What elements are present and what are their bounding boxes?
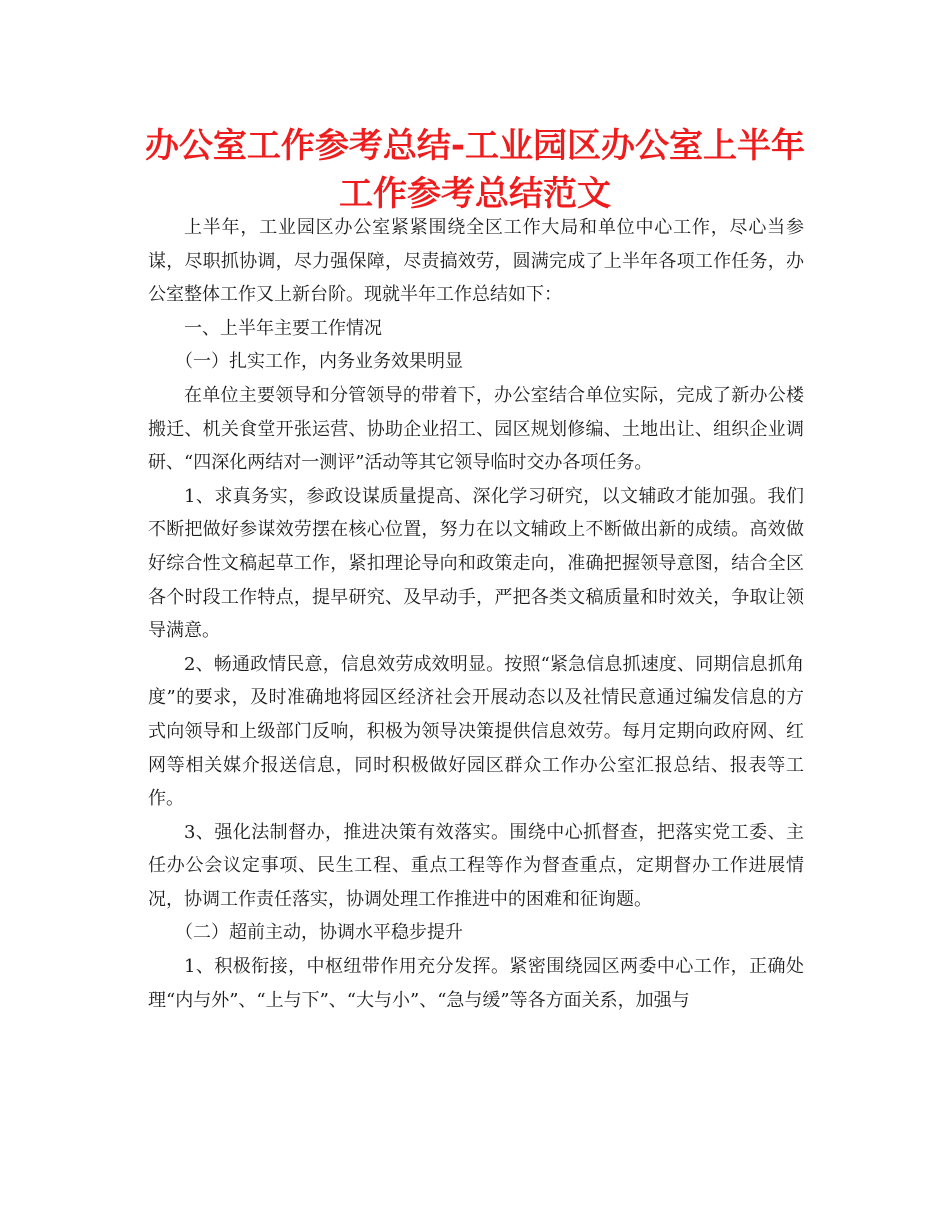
body-paragraph: 1、求真务实，参政设谋质量提高、深化学习研究，以文辅政才能加强。我们不断把做好参谋效劳摆在核心位置，努力在以文辅政上不断做出新的成绩。高效做好综合性文稿起草工作，紧扣理论导向和政策走向，准确把握领导意图，结合全区各个时段工作特点，提早研究、及早动手，严把各类文稿质量和时效关，争取让领导满意。 xyxy=(148,485,804,642)
section-heading-1: 一、上半年主要工作情况 xyxy=(184,317,382,339)
document-body xyxy=(148,211,804,1017)
body-paragraph: 2、畅通政情民意，信息效劳成效明显。按照“紧急信息抓速度、同期信息抓角度”的要求，及时准确地将园区经济社会开展动态以及社情民意通过编发信息的方式向领导和上级部门反响，积极为领导决策提供信息效劳。每月定期向政府网、红网等相关媒介报送信息，同时积极做好园区群众工作办公室汇报总结、报表等工作。 xyxy=(148,653,804,810)
body-paragraph: 3、强化法制督办，推进决策有效落实。围绕中心抓督查，把落实党工委、主任办公会议定事项、民生工程、重点工程等作为督查重点，定期督办工作进展情况，协调工作责任落实，协调处理工作推进中的困难和征询题。 xyxy=(148,821,804,910)
document-title: 办公室工作参考总结-工业园区办公室上半年工作参考总结范文 xyxy=(144,126,806,214)
body-paragraph: 在单位主要领导和分管领导的带着下，办公室结合单位实际，完成了新办公楼搬迁、机关食堂开张运营、协助企业招工、园区规划修编、土地出让、组织企业调研、“四深化两结对一测评”活动等其它领导临时交办各项任务。 xyxy=(148,384,804,474)
subsection-heading-1: （一）扎实工作，内务业务效果明显 xyxy=(175,351,463,373)
body-paragraph: 1、积极衔接，中枢纽带作用充分发挥。紧密围绕园区两委中心工作，正确处理“内与外”、“上与下”、“大与小”、“急与缓”等各方面关系，加强与 xyxy=(148,956,804,1011)
subsection-heading-2: （二）超前主动，协调水平稳步提升 xyxy=(175,922,463,944)
intro-paragraph: 上半年，工业园区办公室紧紧围绕全区工作大局和单位中心工作，尽心当参谋，尽职抓协调，尽力强保障，尽责搞效劳，圆满完成了上半年各项工作任务，办公室整体工作又上新台阶。现就半年工作总结如下： xyxy=(148,217,804,306)
